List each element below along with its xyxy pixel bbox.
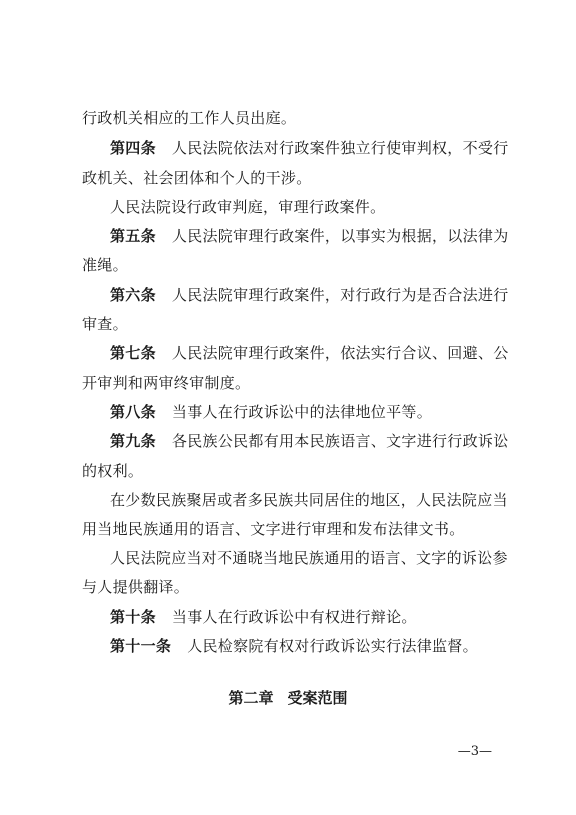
line-text: 人民法院应当对不通晓当地民族通用的语言、文字的诉讼参: [110, 549, 508, 567]
line-text: 审查。: [82, 315, 128, 333]
article-7-heading: 第七条: [110, 344, 156, 362]
line-text: 用当地民族通用的语言、文字进行审理和发布法律文书。: [82, 520, 465, 538]
text-line: [110, 490, 508, 510]
line-text: 人民法院审理行政案件，依法实行合议、回避、公: [171, 344, 509, 362]
article-8-line: [110, 402, 432, 422]
text-line: [82, 168, 312, 188]
text-line: [82, 577, 189, 597]
line-text: 各民族公民都有用本民族语言、文字进行行政诉讼: [171, 432, 509, 450]
line-text: 当事人在行政诉讼中的法律地位平等。: [171, 403, 433, 421]
line-text: 的权利。: [82, 462, 144, 480]
text-line: [82, 519, 465, 539]
text-line: [110, 548, 508, 568]
article-11-line: [110, 636, 478, 656]
chapter-title: 受案范围: [287, 689, 348, 707]
line-text: 人民法院设行政审判庭，审理行政案件。: [110, 198, 386, 216]
text-line: [82, 373, 250, 393]
line-text: 政机关、社会团体和个人的干涉。: [82, 169, 312, 187]
chapter-number: 第二章: [228, 689, 274, 707]
article-5-line: [110, 226, 509, 246]
article-7-line: [110, 343, 509, 363]
line-text: 人民法院审理行政案件，对行政行为是否合法进行: [171, 286, 509, 304]
line-text: 在少数民族聚居或者多民族共同居住的地区，人民法院应当: [110, 491, 508, 509]
article-9-heading: 第九条: [110, 432, 156, 450]
line-text: 与人提供翻译。: [82, 578, 190, 596]
article-10-heading: 第十条: [110, 608, 156, 626]
text-line: [110, 197, 385, 217]
article-6-heading: 第六条: [110, 286, 156, 304]
text-line: [82, 314, 128, 334]
chapter-heading: [0, 688, 576, 708]
line-text: 人民法院审理行政案件，以事实为根据，以法律为: [171, 227, 509, 245]
article-5-heading: 第五条: [110, 227, 156, 245]
line-text: 人民法院依法对行政案件独立行使审判权，不受行: [171, 139, 509, 157]
article-11-heading: 第十一条: [110, 637, 172, 655]
text-line: [82, 108, 296, 128]
line-text: 准绳。: [82, 256, 128, 274]
line-text: 人民检察院有权对行政诉讼实行法律监督。: [187, 637, 478, 655]
article-4-line: [110, 138, 509, 158]
line-text: 行政机关相应的工作人员出庭。: [82, 109, 297, 127]
article-9-line: [110, 431, 509, 451]
line-text: 当事人在行政诉讼中有权进行辩论。: [171, 608, 417, 626]
article-8-heading: 第八条: [110, 403, 156, 421]
page-number: —3—: [457, 744, 492, 759]
text-line: [82, 461, 143, 481]
line-text: 开审判和两审终审制度。: [82, 374, 251, 392]
article-4-heading: 第四条: [110, 139, 156, 157]
text-line: [82, 255, 128, 275]
article-6-line: [110, 285, 509, 305]
article-10-line: [110, 607, 417, 627]
